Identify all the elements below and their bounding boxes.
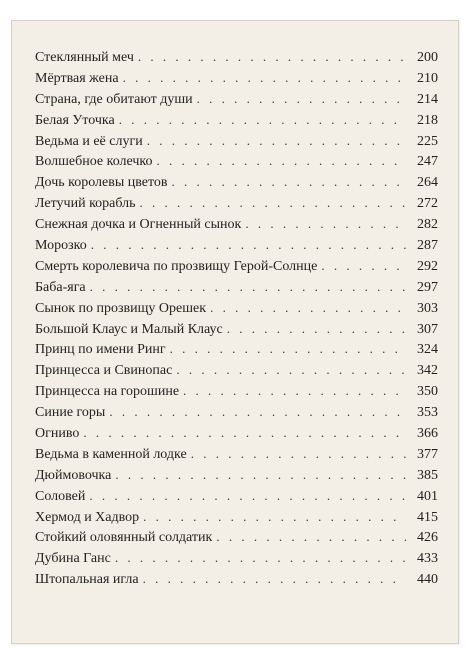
toc-entry: [35, 174, 438, 195]
toc-entry-title: Принц по имени Ринг: [35, 342, 166, 358]
toc-entry-title: Снежная дочка и Огненный сынок: [35, 217, 242, 233]
toc-entry-page: 287: [417, 238, 438, 254]
dot-leader: [147, 133, 406, 149]
dot-leader: [176, 362, 406, 378]
toc-entry-title: Стойкий оловянный солдатик: [35, 530, 213, 546]
toc-entry: [35, 467, 438, 488]
toc-entry: [35, 237, 438, 258]
toc-entry-page: 218: [417, 112, 438, 128]
toc-entry-title: Летучий корабль: [35, 196, 136, 212]
dot-leader: [138, 49, 406, 65]
toc-entry-page: 426: [417, 530, 438, 546]
toc-entry-title: Сынок по прозвищу Орешек: [35, 300, 207, 316]
toc-entry: [35, 529, 438, 550]
dot-leader: [83, 425, 406, 441]
toc-entry-page: 264: [417, 175, 438, 191]
dot-leader: [183, 383, 406, 399]
toc-entry: [35, 258, 438, 279]
table-of-contents: [35, 49, 438, 592]
toc-entry: [35, 362, 438, 383]
toc-entry-title: Ведьма и её слуги: [35, 133, 143, 149]
toc-entry: [35, 550, 438, 571]
toc-entry: [35, 488, 438, 509]
toc-entry-page: 307: [417, 321, 438, 337]
toc-entry-title: Большой Клаус и Малый Клаус: [35, 321, 223, 337]
toc-entry-title: Принцесса и Свинопас: [35, 363, 173, 379]
dot-leader: [172, 174, 406, 190]
toc-entry-title: Дочь королевы цветов: [35, 175, 168, 191]
toc-entry-title: Смерть королевича по прозвищу Герой-Солнце: [35, 258, 318, 274]
toc-entry: [35, 341, 438, 362]
toc-entry-title: Стеклянный меч: [35, 50, 134, 65]
toc-entry-title: Баба-яга: [35, 279, 86, 295]
dot-leader: [89, 488, 406, 504]
toc-entry-page: 210: [417, 70, 438, 86]
toc-entry-title: Дубина Ганс: [35, 551, 111, 567]
dot-leader: [115, 550, 406, 566]
dot-leader: [143, 571, 406, 587]
toc-entry-page: 350: [417, 384, 438, 400]
toc-entry-title: Огниво: [35, 426, 80, 442]
toc-entry-title: Мёртвая жена: [35, 70, 119, 86]
toc-entry-page: 440: [417, 572, 438, 588]
toc-entry-title: Ведьма в каменной лодке: [35, 446, 187, 462]
dot-leader: [123, 70, 406, 86]
toc-entry-page: 297: [417, 279, 438, 295]
dot-leader: [170, 341, 406, 357]
toc-entry-page: 366: [417, 426, 438, 442]
toc-entry-page: 214: [417, 91, 438, 107]
toc-entry-title: Страна, где обитают души: [35, 91, 193, 107]
dot-leader: [227, 321, 406, 337]
toc-entry-title: Хермод и Хадвор: [35, 509, 140, 525]
toc-entry-page: 282: [417, 217, 438, 233]
toc-entry-page: 200: [417, 50, 438, 65]
dot-leader: [91, 237, 406, 253]
toc-entry-page: 433: [417, 551, 438, 567]
toc-entry-page: 401: [417, 488, 438, 504]
dot-leader: [245, 216, 406, 232]
dot-leader: [90, 279, 406, 295]
toc-entry-page: 303: [417, 300, 438, 316]
dot-leader: [143, 509, 406, 525]
toc-entry-title: Соловей: [35, 488, 86, 504]
toc-entry: [35, 195, 438, 216]
toc-entry: [35, 321, 438, 342]
toc-entry: [35, 509, 438, 530]
toc-entry: [35, 571, 438, 592]
toc-entry-page: 324: [417, 342, 438, 358]
toc-entry-page: 353: [417, 405, 438, 421]
dot-leader: [119, 112, 406, 128]
toc-entry-page: 385: [417, 467, 438, 483]
toc-entry-page: 415: [417, 509, 438, 525]
dot-leader: [140, 195, 406, 211]
toc-entry-page: 272: [417, 196, 438, 212]
dot-leader: [109, 404, 406, 420]
toc-entry-page: 377: [417, 446, 438, 462]
toc-entry: [35, 133, 438, 154]
dot-leader: [191, 446, 406, 462]
dot-leader: [216, 529, 406, 545]
toc-entry: [35, 49, 438, 70]
toc-entry-title: Белая Уточка: [35, 112, 115, 128]
dot-leader: [197, 91, 406, 107]
toc-entry: [35, 300, 438, 321]
toc-entry-page: 247: [417, 154, 438, 170]
toc-entry: [35, 383, 438, 404]
toc-entry: [35, 153, 438, 174]
toc-entry-title: Принцесса на горошине: [35, 384, 180, 400]
dot-leader: [210, 300, 406, 316]
dot-leader: [321, 258, 406, 274]
toc-entry: [35, 279, 438, 300]
toc-entry-title: Морозко: [35, 238, 87, 254]
toc-entry-page: 225: [417, 133, 438, 149]
toc-entry-page: 342: [417, 363, 438, 379]
toc-entry-title: Дюймовочка: [35, 467, 112, 483]
toc-entry: [35, 425, 438, 446]
toc-entry: [35, 404, 438, 425]
toc-entry-title: Волшебное колечко: [35, 154, 153, 170]
toc-entry-title: Синие горы: [35, 405, 106, 421]
dot-leader: [115, 467, 406, 483]
dot-leader: [157, 153, 406, 169]
toc-entry: [35, 70, 438, 91]
toc-entry-page: 292: [417, 258, 438, 274]
toc-entry: [35, 91, 438, 112]
toc-entry: [35, 112, 438, 133]
toc-entry: [35, 446, 438, 467]
toc-entry: [35, 216, 438, 237]
toc-entry-title: Штопальная игла: [35, 572, 139, 588]
book-page: [11, 20, 459, 644]
